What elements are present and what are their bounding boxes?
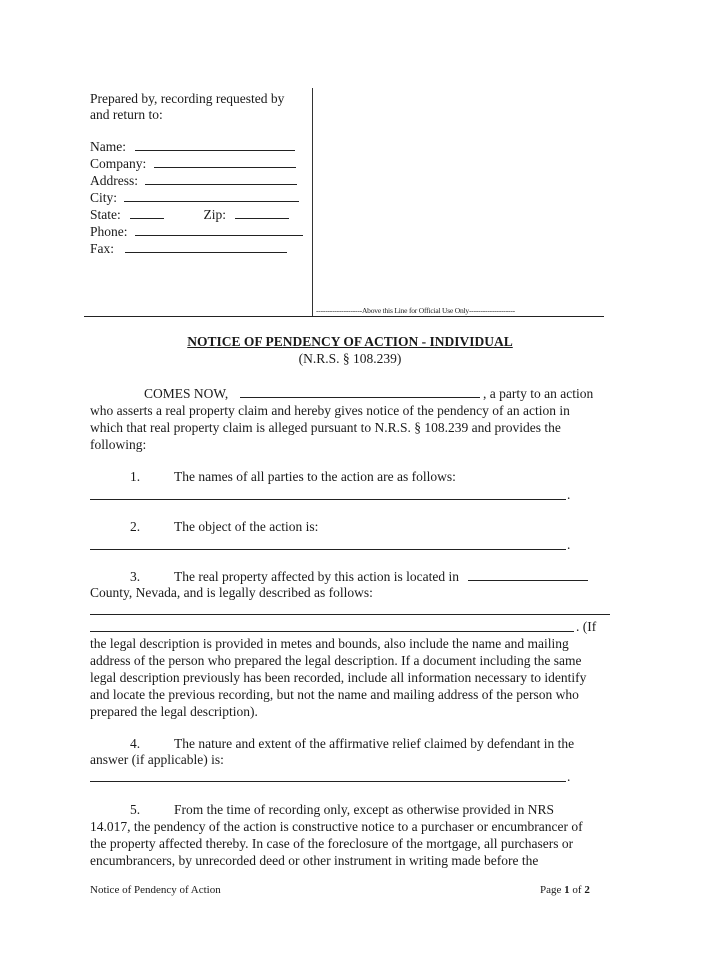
intro-line3: which that real property claim is alleged pursuant to N.R.S. § 108.239 and provides the xyxy=(90,420,561,435)
item4-period: . xyxy=(567,769,571,784)
company-row xyxy=(90,155,296,172)
document-title: NOTICE OF PENDENCY OF ACTION - INDIVIDUAL xyxy=(187,334,513,349)
item5-line3: the property affected thereby. In case of the foreclosure of the mortgage, all purchasers or xyxy=(90,836,574,851)
zip-field[interactable] xyxy=(235,206,289,219)
prepared-by-line1: Prepared by, recording requested by xyxy=(90,91,285,106)
header-divider-vertical xyxy=(312,88,313,316)
intro-line1 xyxy=(144,385,593,402)
item3-text: The real property affected by this action is located in xyxy=(174,569,460,584)
phone-label: Phone: xyxy=(90,224,128,239)
company-field[interactable] xyxy=(154,155,296,168)
address-row xyxy=(90,172,297,189)
state-label: State: xyxy=(90,207,121,222)
intro-line4: following: xyxy=(90,437,147,452)
item3-note xyxy=(90,635,610,720)
fax-label: Fax: xyxy=(90,241,115,256)
page-total: 2 xyxy=(584,884,590,896)
fax-field[interactable] xyxy=(125,240,287,253)
item1-text: The names of all parties to the action are as follows: xyxy=(174,469,456,484)
name-row xyxy=(90,138,295,155)
fax-row xyxy=(90,240,287,257)
official-use-note: --------------------Above this Line for Official Use Only-------------------- xyxy=(316,306,515,315)
zip-label: Zip: xyxy=(203,207,226,222)
item4-answer-line[interactable] xyxy=(90,781,566,782)
item3-note-line3: legal description previously has been recorded, include all information necessary to identify xyxy=(90,670,587,685)
item3-if: . (If xyxy=(576,619,597,634)
footer-title: Notice of Pendency of Action xyxy=(90,884,221,896)
address-field[interactable] xyxy=(145,172,297,185)
name-label: Name: xyxy=(90,139,126,154)
item3-note-line2: address of the person who prepared the legal description. If a document including the same xyxy=(90,653,582,668)
item5-line2: 14.017, the pendency of the action is constructive notice to a purchaser or encumbrancer of xyxy=(90,819,583,834)
official-use-rule xyxy=(84,316,604,317)
page-of: of xyxy=(569,884,585,896)
item5-line4: encumbrancers, by unrecorded deed or other instrument in writing made before the xyxy=(90,853,539,868)
city-label: City: xyxy=(90,190,118,205)
item2-answer-line[interactable] xyxy=(90,549,566,550)
page-number: 1 xyxy=(564,884,570,896)
name-field[interactable] xyxy=(135,138,295,151)
item4-text: The nature and extent of the affirmative relief claimed by defendant in the xyxy=(174,736,575,751)
page-indicator xyxy=(540,884,590,896)
item3-note-line1: the legal description is provided in metes and bounds, also include the name and mailing xyxy=(90,636,569,651)
item1-answer-line[interactable] xyxy=(90,499,566,500)
item3-number: 3. xyxy=(130,569,141,584)
prepared-by-line2: and return to: xyxy=(90,107,163,122)
company-label: Company: xyxy=(90,156,147,171)
state-zip-row xyxy=(90,206,289,223)
item3-note-line4: and locate the previous recording, but not the name and mailing address of the person who xyxy=(90,687,579,702)
legal-description-line2[interactable] xyxy=(90,631,574,632)
item2-period: . xyxy=(567,537,571,552)
page-prefix: Page xyxy=(540,884,565,896)
legal-description-line1[interactable] xyxy=(90,614,610,615)
comes-now-text: COMES NOW, xyxy=(144,386,229,401)
phone-row xyxy=(90,223,303,240)
item3-note-line5: prepared the legal description). xyxy=(90,704,258,719)
item5-number: 5. xyxy=(130,802,141,817)
address-label: Address: xyxy=(90,173,138,188)
item2-text: The object of the action is: xyxy=(174,519,319,534)
item5-text: From the time of recording only, except as otherwise provided in NRS xyxy=(174,802,555,817)
party-name-field[interactable] xyxy=(240,385,480,398)
party-text: , a party to an action xyxy=(483,386,594,401)
city-field[interactable] xyxy=(124,189,299,202)
phone-field[interactable] xyxy=(135,223,303,236)
city-row xyxy=(90,189,299,206)
item2-number: 2. xyxy=(130,519,141,534)
intro-line2: who asserts a real property claim and hereby gives notice of the pendency of an action in xyxy=(90,403,570,418)
statute-citation: (N.R.S. § 108.239) xyxy=(298,351,402,366)
item3-text-row xyxy=(174,568,588,585)
state-field[interactable] xyxy=(130,206,164,219)
item1-number: 1. xyxy=(130,469,141,484)
item5-body xyxy=(90,818,610,869)
item1-period: . xyxy=(567,487,571,502)
county-field[interactable] xyxy=(468,568,588,581)
item3-line2: County, Nevada, and is legally described as follows: xyxy=(90,585,373,600)
item4-number: 4. xyxy=(130,736,141,751)
item4-line2: answer (if applicable) is: xyxy=(90,752,224,767)
